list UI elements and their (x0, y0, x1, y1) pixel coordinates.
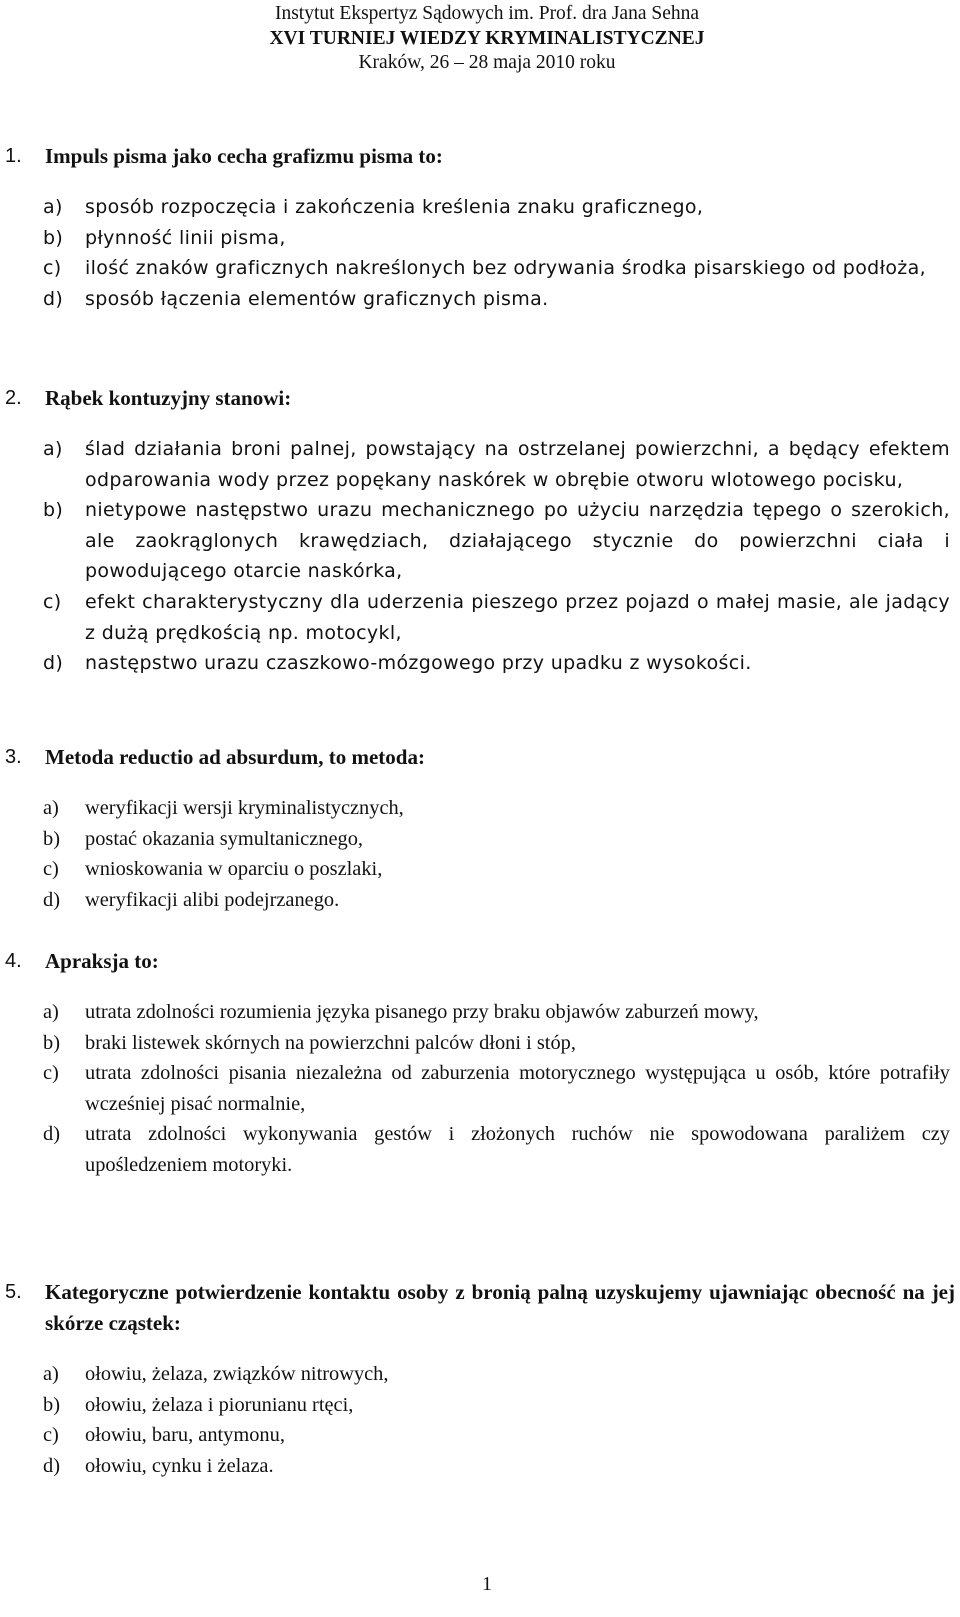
option-text: postać okazania symultanicznego, (85, 827, 364, 850)
option-letter: a) (43, 1001, 59, 1023)
question-text: Impuls pisma jako cecha grafizmu pisma to: (45, 144, 443, 168)
answer-option-a (0, 434, 950, 495)
option-letter: c) (43, 590, 62, 613)
option-letter: d) (43, 1123, 60, 1146)
option-text: ołowiu, żelaza, związków nitrowych, (85, 1363, 389, 1385)
answer-option-c (0, 1058, 950, 1119)
option-letter: c) (43, 858, 59, 881)
question-text: Kategoryczne potwierdzenie kontaktu osoby z bronią palną uzyskujemy ujawniając obecność na jej skórze cząstek: (45, 1280, 955, 1335)
question-title (0, 383, 955, 414)
question-number: 2. (5, 387, 22, 409)
option-letter: d) (43, 287, 64, 310)
option-text: sposób łączenia elementów graficznych pisma. (85, 287, 549, 310)
option-letter: b) (43, 1393, 60, 1416)
question-title (0, 946, 955, 977)
document-header (0, 2, 960, 76)
option-text: sposób rozpoczęcia i zakończenia kreślenia znaku graficznego, (85, 196, 704, 218)
question-text: Rąbek kontuzyjny stanowi: (45, 386, 292, 410)
option-letter: c) (43, 1062, 59, 1085)
answer-option-b (0, 495, 950, 587)
answer-option-d (0, 1451, 950, 1482)
answer-option-c (0, 854, 950, 885)
question-5 (0, 1277, 960, 1481)
question-text: Metoda reductio ad absurdum, to metoda: (45, 745, 425, 769)
answer-option-d (0, 284, 950, 315)
answer-options (0, 192, 960, 314)
option-text: ołowiu, żelaza i piorunianu rtęci, (85, 1393, 354, 1416)
option-letter: c) (43, 1424, 59, 1447)
answer-option-a (0, 1359, 950, 1390)
option-letter: a) (43, 1363, 59, 1385)
answer-options (0, 997, 960, 1181)
question-title (0, 1277, 955, 1339)
header-event-title: XVI TURNIEJ WIEDZY KRYMINALISTYCZNEJ (269, 27, 705, 49)
option-text: utrata zdolności pisania niezależna od zaburzenia motorycznego występująca u osób, które potrafiły wcześniej pisać normalnie, (85, 1062, 950, 1115)
option-letter: b) (43, 827, 60, 850)
option-text: weryfikacji alibi podejrzanego. (85, 888, 340, 911)
header-institute: Instytut Ekspertyz Sądowych im. Prof. dra Jana Sehna (274, 3, 700, 24)
answer-option-d (0, 885, 950, 916)
question-number: 3. (5, 746, 22, 768)
option-text: płynność linii pisma, (85, 226, 286, 249)
option-text: nietypowe następstwo urazu mechanicznego po użyciu narzędzia tępego o szerokich, ale zaokrąglonych krawędziach, działającego stycznie do powierzchni ciała i powodującego otarcie naskórka, (85, 499, 950, 583)
answer-option-b (0, 1390, 950, 1421)
option-text: utrata zdolności rozumienia języka pisanego przy braku objawów zaburzeń mowy, (85, 1001, 759, 1023)
answer-option-a (0, 793, 950, 824)
question-4 (0, 946, 960, 1181)
option-text: utrata zdolności wykonywania gestów i złożonych ruchów nie spowodowana paraliżem czy upośledzeniem motoryki. (85, 1123, 950, 1176)
option-text: ołowiu, baru, antymonu, (85, 1424, 285, 1447)
option-text: następstwo urazu czaszkowo-mózgowego przy upadku z wysokości. (85, 652, 752, 675)
option-letter: d) (43, 652, 64, 675)
answer-option-d (0, 648, 950, 679)
option-letter: b) (43, 499, 64, 522)
option-text: ślad działania broni palnej, powstający na ostrzelanej powierzchni, a będący efektem odparowania wody przez popękany naskórek w obrębie otworu wlotowego pocisku, (85, 438, 950, 491)
question-number: 5. (5, 1281, 22, 1303)
option-letter: d) (43, 1454, 60, 1477)
question-number: 4. (5, 950, 22, 972)
answer-option-c (0, 253, 950, 284)
option-text: wnioskowania w oparciu o poszlaki, (85, 858, 383, 881)
option-text: ołowiu, cynku i żelaza. (85, 1454, 274, 1477)
answer-options (0, 434, 960, 679)
option-text: braki listewek skórnych na powierzchni palców dłoni i stóp, (85, 1031, 576, 1054)
question-number: 1. (5, 145, 22, 167)
answer-options (0, 793, 960, 915)
option-text: ilość znaków graficznych nakreślonych bez odrywania środka pisarskiego od podłoża, (85, 257, 927, 280)
answer-option-c (0, 1420, 950, 1451)
option-letter: a) (43, 196, 63, 218)
option-letter: a) (43, 797, 59, 819)
page-number: 1 (482, 1573, 492, 1595)
question-text: Apraksja to: (45, 949, 159, 973)
question-title (0, 141, 955, 172)
answer-option-b (0, 824, 950, 855)
question-3 (0, 742, 960, 915)
answer-option-b (0, 223, 950, 254)
answer-options (0, 1359, 960, 1481)
question-2 (0, 383, 960, 679)
question-title (0, 742, 955, 773)
option-letter: b) (43, 1031, 60, 1054)
answer-option-d (0, 1119, 950, 1180)
option-text: weryfikacji wersji kryminalistycznych, (85, 797, 404, 819)
option-letter: d) (43, 888, 60, 911)
option-letter: c) (43, 257, 62, 280)
answer-option-a (0, 997, 950, 1028)
option-letter: a) (43, 438, 63, 460)
option-letter: b) (43, 226, 64, 249)
answer-option-c (0, 587, 950, 648)
answer-option-a (0, 192, 950, 223)
option-text: efekt charakterystyczny dla uderzenia pieszego przez pojazd o małej masie, ale jadący z dużą prędkością np. motocykl, (85, 590, 950, 644)
answer-option-b (0, 1028, 950, 1059)
question-1 (0, 141, 960, 314)
header-place-date: Kraków, 26 – 28 maja 2010 roku (358, 52, 616, 73)
